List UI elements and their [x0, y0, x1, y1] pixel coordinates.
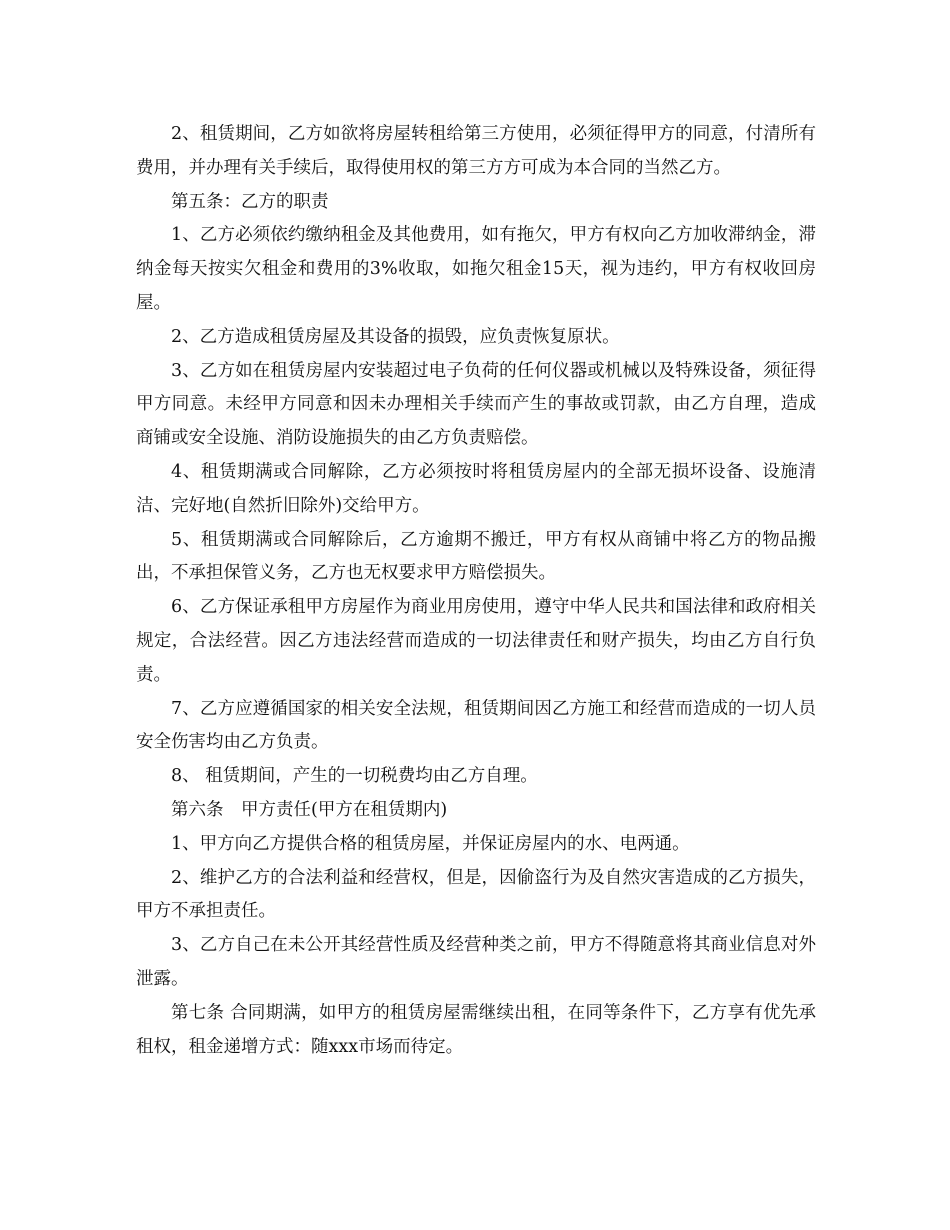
article-5-item-4: 4、租赁期满或合同解除，乙方必须按时将租赁房屋内的全部无损坏设备、设施清洁、完好地(自然折旧除外)交给甲方。: [136, 461, 816, 516]
article-5-item-2: 2、乙方造成租赁房屋及其设备的损毁，应负责恢复原状。: [171, 326, 620, 347]
article-6-heading: 第六条 甲方责任(甲方在租赁期内): [171, 799, 448, 820]
document-body: [136, 118, 816, 1064]
article-5-item-1: 1、乙方必须依约缴纳租金及其他费用，如有拖欠，甲方有权向乙方加收滞纳金，滞纳金每天按实欠租金和费用的3%收取，如拖欠租金15天，视为违约，甲方有权收回房屋。: [136, 225, 816, 313]
article-5-item-5: 5、租赁期满或合同解除后，乙方逾期不搬迁，甲方有权从商铺中将乙方的物品搬出，不承担保管义务，乙方也无权要求甲方赔偿损失。: [136, 529, 816, 584]
article-5-item-8: 8、 租赁期间，产生的一切税费均由乙方自理。: [171, 766, 538, 787]
article-7: 第七条 合同期满，如甲方的租赁房屋需继续出租，在同等条件下，乙方享有优先承租权，租金递增方式：随xxx市场而待定。: [136, 1002, 816, 1057]
article-5-item-7: 7、乙方应遵循国家的相关安全法规，租赁期间因乙方施工和经营而造成的一切人员安全伤害均由乙方负责。: [136, 698, 816, 753]
article-6-item-3: 3、乙方自己在未公开其经营性质及经营种类之前，甲方不得随意将其商业信息对外泄露。: [136, 935, 816, 989]
article-5-heading: 第五条：乙方的职责: [171, 191, 329, 212]
article-6-item-2: 2、维护乙方的合法利益和经营权，但是，因偷盗行为及自然灾害造成的乙方损失，甲方不承担责任。: [136, 867, 816, 922]
article-6-item-1: 1、甲方向乙方提供合格的租赁房屋，并保证房屋内的水、电两通。: [171, 833, 690, 854]
article-5-item-3: 3、乙方如在租赁房屋内安装超过电子负荷的任何仪器或机械以及特殊设备，须征得甲方同意。未经甲方同意和因未办理相关手续而产生的事故或罚款，由乙方自理，造成商铺或安全设施、消防设施损失的由乙方负责赔偿。: [136, 360, 816, 449]
clause-4-item-2: 2、租赁期间，乙方如欲将房屋转租给第三方使用，必须征得甲方的同意，付清所有费用，并办理有关手续后，取得使用权的第三方方可成为本合同的当然乙方。: [136, 124, 816, 178]
article-5-item-6: 6、乙方保证承租甲方房屋作为商业用房使用，遵守中华人民共和国法律和政府相关规定，合法经营。因乙方违法经营而造成的一切法律责任和财产损失，均由乙方自行负责。: [136, 597, 816, 685]
